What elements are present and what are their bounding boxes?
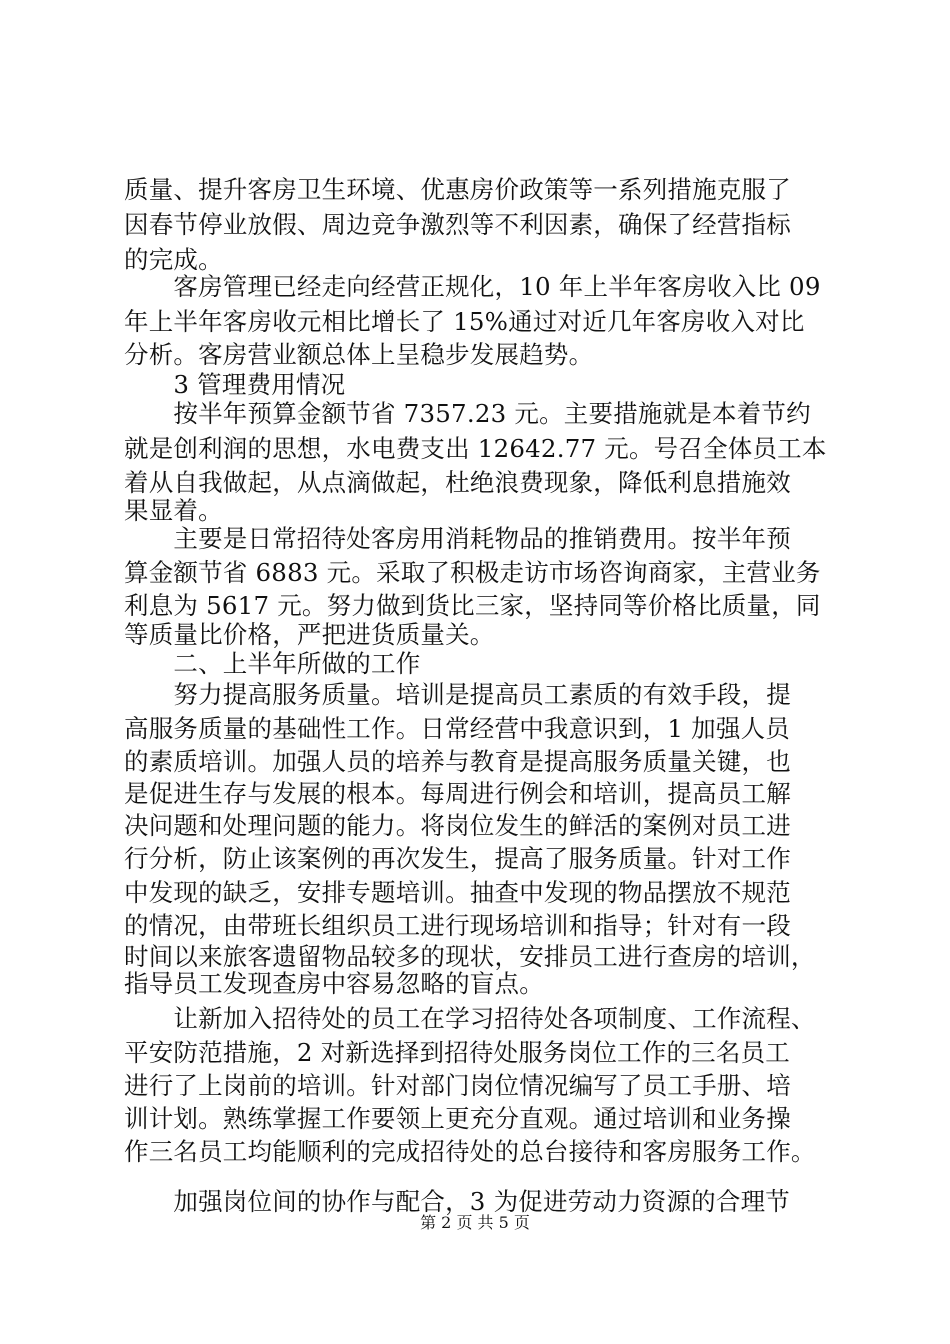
text-line: 算金额节省 6883 元。采取了积极走访市场咨询商家，主营业务 [124,558,821,587]
text-line: 着从自我做起，从点滴做起，杜绝浪费现象，降低利息措施效 [124,468,791,497]
text-line: 等质量比价格，严把进货质量关。 [124,620,495,649]
text-line: 分析。客房营业额总体上呈稳步发展趋势。 [124,340,594,369]
text-line: 利息为 5617 元。努力做到货比三家，坚持同等价格比质量，同 [124,591,821,620]
text-line: 让新加入招待处的员工在学习招待处各项制度、工作流程、 [124,1004,816,1033]
text-line: 的情况，由带班长组织员工进行现场培训和指导；针对有一段 [124,911,791,940]
text-line: 客房管理已经走向经营正规化，10 年上半年客房收入比 09 [124,272,821,301]
text-line: 时间以来旅客遗留物品较多的现状，安排员工进行查房的培训， [124,942,816,971]
text-line: 按半年预算金额节省 7357.23 元。主要措施就是本着节约 [124,399,811,428]
text-line: 努力提高服务质量。培训是提高员工素质的有效手段，提 [124,680,791,709]
text-line: 行分析，防止该案例的再次发生，提高了服务质量。针对工作 [124,844,791,873]
text-line: 的素质培训。加强人员的培养与教育是提高服务质量关键，也 [124,747,791,776]
section-heading: 3 管理费用情况 [124,370,346,399]
text-line: 决问题和处理问题的能力。将岗位发生的鲜活的案例对员工进 [124,811,791,840]
text-line: 主要是日常招待处客房用消耗物品的推销费用。按半年预 [124,524,791,553]
text-line: 因春节停业放假、周边竞争激烈等不利因素，确保了经营指标 [124,210,791,239]
text-line: 年上半年客房收元相比增长了 15%通过对近几年客房收入对比 [124,307,805,336]
text-line: 是促进生存与发展的根本。每周进行例会和培训，提高员工解 [124,779,791,808]
text-line: 质量、提升客房卫生环境、优惠房价政策等一系列措施克服了 [124,175,791,204]
text-line: 进行了上岗前的培训。针对部门岗位情况编写了员工手册、培 [124,1071,791,1100]
text-line: 指导员工发现查房中容易忽略的盲点。 [124,969,544,998]
text-line: 作三名员工均能顺利的完成招待处的总台接待和客房服务工作。 [124,1137,816,1166]
text-line: 果显着。 [124,496,223,525]
text-line: 平安防范措施，2 对新选择到招待处服务岗位工作的三名员工 [124,1038,790,1067]
section-heading: 二、上半年所做的工作 [124,649,421,678]
page-number-footer: 第 2 页 共 5 页 [420,1213,530,1232]
text-line: 高服务质量的基础性工作。日常经营中我意识到，1 加强人员 [124,714,790,743]
text-line: 加强岗位间的协作与配合，3 为促进劳动力资源的合理节 [124,1187,790,1216]
text-line: 的完成。 [124,245,223,274]
text-line: 就是创利润的思想，水电费支出 12642.77 元。号召全体员工本 [124,434,827,463]
text-line: 中发现的缺乏，安排专题培训。抽查中发现的物品摆放不规范 [124,878,791,907]
text-line: 训计划。熟练掌握工作要领上更充分直观。通过培训和业务操 [124,1104,791,1133]
